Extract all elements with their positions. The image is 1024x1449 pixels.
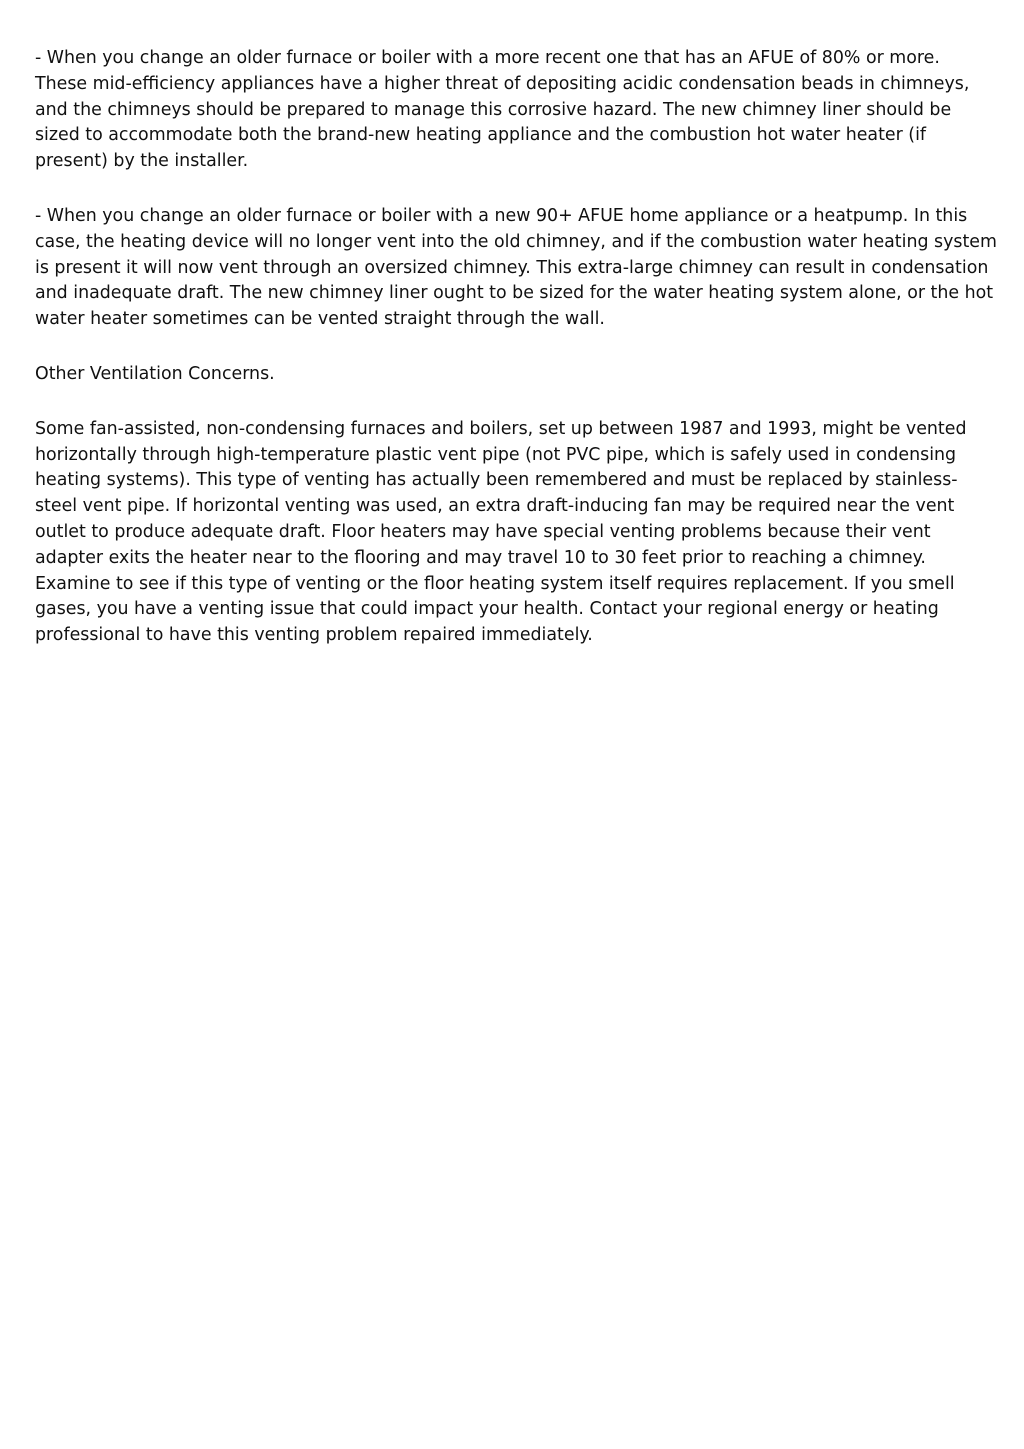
paragraph-ventilation-concerns: Some fan-assisted, non-condensing furnaces and boilers, set up between 1987 and 1993, might be vented horizontally through high-temperature plastic vent pipe (not PVC pipe, which is safely used in condensing heating systems). This type of venting has actually been remembered and must be replaced by stainless-steel vent pipe. If horizontal venting was used, an extra draft-inducing fan may be required near the vent outlet to produce adequate draft. Floor heaters may have special venting problems because their vent adapter exits the heater near to the flooring and may travel 10 to 30 feet prior to reaching a chimney. Examine to see if this type of venting or the floor heating system itself requires replacement. If you smell gases, you have a venting issue that could impact your health. Contact your regional energy or heating professional to have this venting problem repaired immediately. bbox=[35, 418, 967, 646]
paragraph-afue-80: - When you change an older furnace or boiler with a more recent one that has an AFUE of 80% or more. These mid-efficiency appliances have a higher threat of depositing acidic condensation beads in chimneys, and the chimneys should be prepared to manage this corrosive hazard. The new chimney liner should be sized to accommodate both the brand-new heating appliance and the combustion hot water heater (if present) by the installer. bbox=[35, 48, 970, 172]
paragraph-afue-90: - When you change an older furnace or boiler with a new 90+ AFUE home appliance or a heatpump. In this case, the heating device will no longer vent into the old chimney, and if the combustion water heating system is present it will now vent through an oversized chimney. This extra-large chimney can result in condensation and inadequate draft. The new chimney liner ought to be sized for the water heating system alone, or the hot water heater sometimes can be vented straight through the wall. bbox=[35, 205, 997, 330]
document-page bbox=[35, 46, 997, 678]
section-heading: Other Ventilation Concerns. bbox=[35, 363, 275, 384]
